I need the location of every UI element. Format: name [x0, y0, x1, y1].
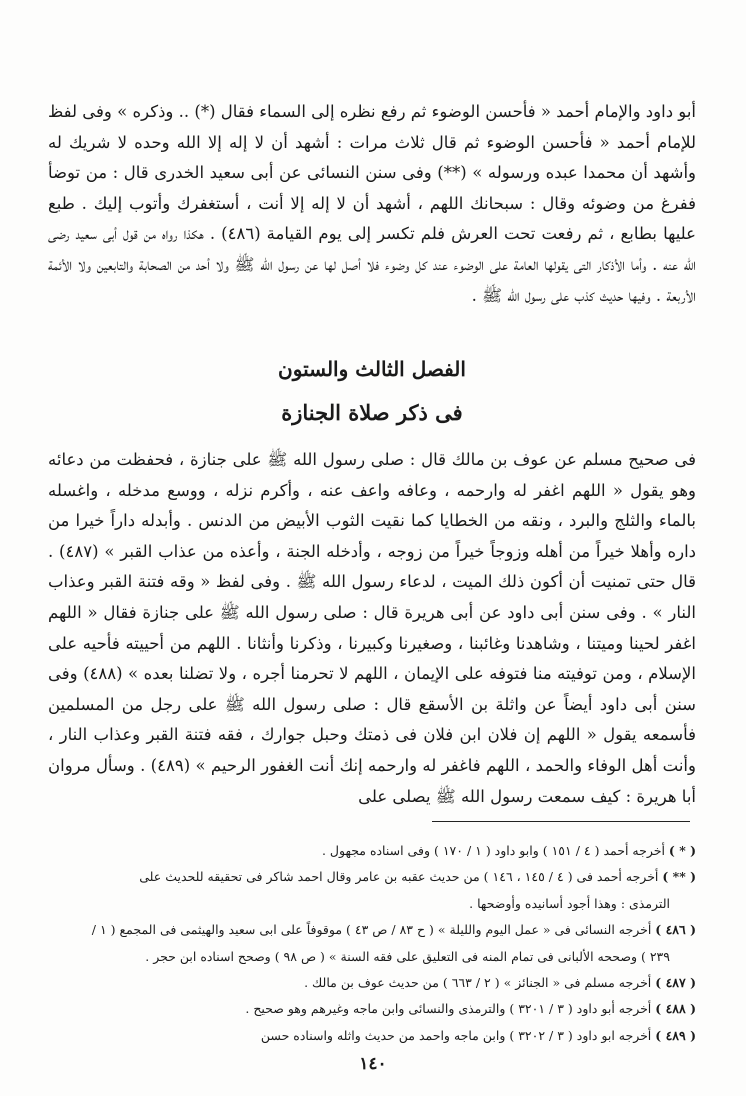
footnote-mark: ( * ): [668, 843, 696, 858]
footnote-2-continued: [40, 891, 696, 917]
footnote-2: [40, 864, 696, 890]
footnote-488: [40, 996, 696, 1022]
footnote-mark: ( ٤٨٧ ): [655, 975, 696, 991]
main-paragraph-text: فى صحيح مسلم عن عوف بن مالك قال : صلى رسول الله ﷺ على جنازة ، فحفظت من دعائه وهو يقول « اللهم اغفر له وارحمه ، وعافه واعف عنه ، وأكرم نزله ، ووسع مدخله ، واغسله بالماء والثلج والبرد ، ونقه من الخطايا كما نقيت الثوب الأبيض من الدنس . وأبدله داراً خيرا من داره وأهلا خيراً من أهله وزوجاً خيراً من زوجه ، وأدخله الجنة ، وأعذه من عذاب القبر » (٤٨٧) . قال حتى تمنيت أن أكون ذلك الميت ، لدعاء رسول الله ﷺ . وفى لفظ « وقه فتنة القبر وعذاب النار » . وفى سنن أبى داود عن أبى هريرة قال : صلى رسول الله ﷺ على جنازة فقال « اللهم اغفر لحينا وميتنا ، وشاهدنا وغائبنا ، وصغيرنا وكبيرنا ، وذكرنا وأنثانا . اللهم من أحييته فأحيه على الإسلام ، ومن توفيته منا فتوفه على الإيمان ، اللهم لا تحرمنا أجره ، ولا تضلنا بعده » (٤٨٨) وفى سنن أبى داود أيضاً عن واثلة بن الأسقع قال : صلى رسول الله ﷺ على رجل من المسلمين فأسمعه يقول « اللهم إن فلان ابن فلان فى ذمتك وحبل جوارك ، فقه فتنة القبر وعذاب النار ، وأنت أهل الوفاء والحمد ، اللهم فاغفر له وارحمه إنك أنت الغفور الرحيم » (٤٨٩) . وسأل مروان أبا هريرة : كيف سمعت رسول الله ﷺ يصلى على: [48, 450, 696, 806]
main-paragraph: [48, 445, 696, 812]
chapter-title-heading: فى ذكر صلاة الجنازة: [281, 400, 463, 425]
footnote-text: أخرجه أحمد ( ٤ / ١٥١ ) وابو داود ( ١ / ١٧٠ ) وفى اسناده مجهول .: [321, 843, 665, 858]
footnote-487: [40, 970, 696, 996]
footnote-486: [40, 917, 696, 943]
footnote-text: أخرجه أحمد فى ( ٤ / ١٤٥ ، ١٤٦ ) من حديث عقبه بن عامر وقال احمد شاكر فى تحقيقه للحديث على: [139, 869, 659, 885]
footnote-text: أخرجه النسائى فى « عمل اليوم والليلة » ( ح ٨٣ / ص ٤٣ ) موقوفاً على ابى سعيد والهيثمى فى المجمع ( ١ /: [91, 922, 652, 938]
footnote-mark: ( ٤٨٦ ): [655, 922, 696, 938]
footnote-1: [40, 838, 696, 864]
footnote-separator: [432, 821, 690, 822]
chapter-number-heading: الفصل الثالث والستون: [278, 357, 466, 381]
footnote-mark: ( ** ): [662, 869, 696, 885]
footnote-mark: ( ٤٨٩ ): [655, 1027, 696, 1043]
footnote-text: الترمذى : وهذا أجود أسانيده وأوضحها .: [469, 895, 670, 911]
footnotes: [40, 838, 696, 1049]
footnote-text: ٢٣٩ ) وصححه الألبانى فى تمام المنه فى التعليق على فقه السنة » ( ص ٩٨ ) وصحح اسناده ابن حجر .: [145, 948, 670, 964]
footnote-489: [40, 1023, 696, 1049]
footnote-text: أخرجه ابو داود ( ٣ / ٣٢٠٢ ) وابن ماجه واحمد من حديث واثله واسناده حسن: [260, 1027, 652, 1043]
page-number: ١٤٠: [359, 1054, 387, 1074]
footnote-486-continued: [40, 944, 696, 970]
opening-paragraph-text: أبو داود والإمام أحمد « فأحسن الوضوء ثم رفع نظره إلى السماء فقال (*) .. وذكره » وفى لفظ للإمام أحمد « فأحسن الوضوء ثم قال ثلاث مرات : أشهد أن لا إله إلا الله وحده لا شريك له وأشهد أن محمدا عبده ورسوله » (**) وفى سنن النسائى عن أبى سعيد الخدرى قال : من توضأ ففرغ من وضوئه وقال : سبحانك اللهم ، أشهد أن لا إله إلا أنت ، أستغفرك وأتوب إليك . طبع عليها بطابع ، ثم رفعت تحت العرش فلم تكسر إلى يوم القيامة (٤٨٦) . هكذا رواه من قول أبى سعيد رضى الله عنه . وأما الأذكار التى يقولها العامة على الوضوء عند كل وضوء فلا أصل لها عن رسول الله ﷺ ولا أحد من الصحابة والتابعين ولا الأئمة الأربعة . وفيها حديث كذب على رسول الله ﷺ .: [48, 102, 696, 305]
footnote-text: أخرجه أبو داود ( ٣ / ٣٢٠١ ) والترمذى والنسائى وابن ماجه وغيرهم وهو صحيح .: [245, 1001, 652, 1017]
opening-paragraph: [48, 97, 696, 311]
footnote-mark: ( ٤٨٨ ): [655, 1001, 696, 1017]
footnote-text: أخرجه مسلم فى « الجنائز » ( ٢ / ٦٦٣ ) من حديث عوف بن مالك .: [304, 975, 652, 991]
